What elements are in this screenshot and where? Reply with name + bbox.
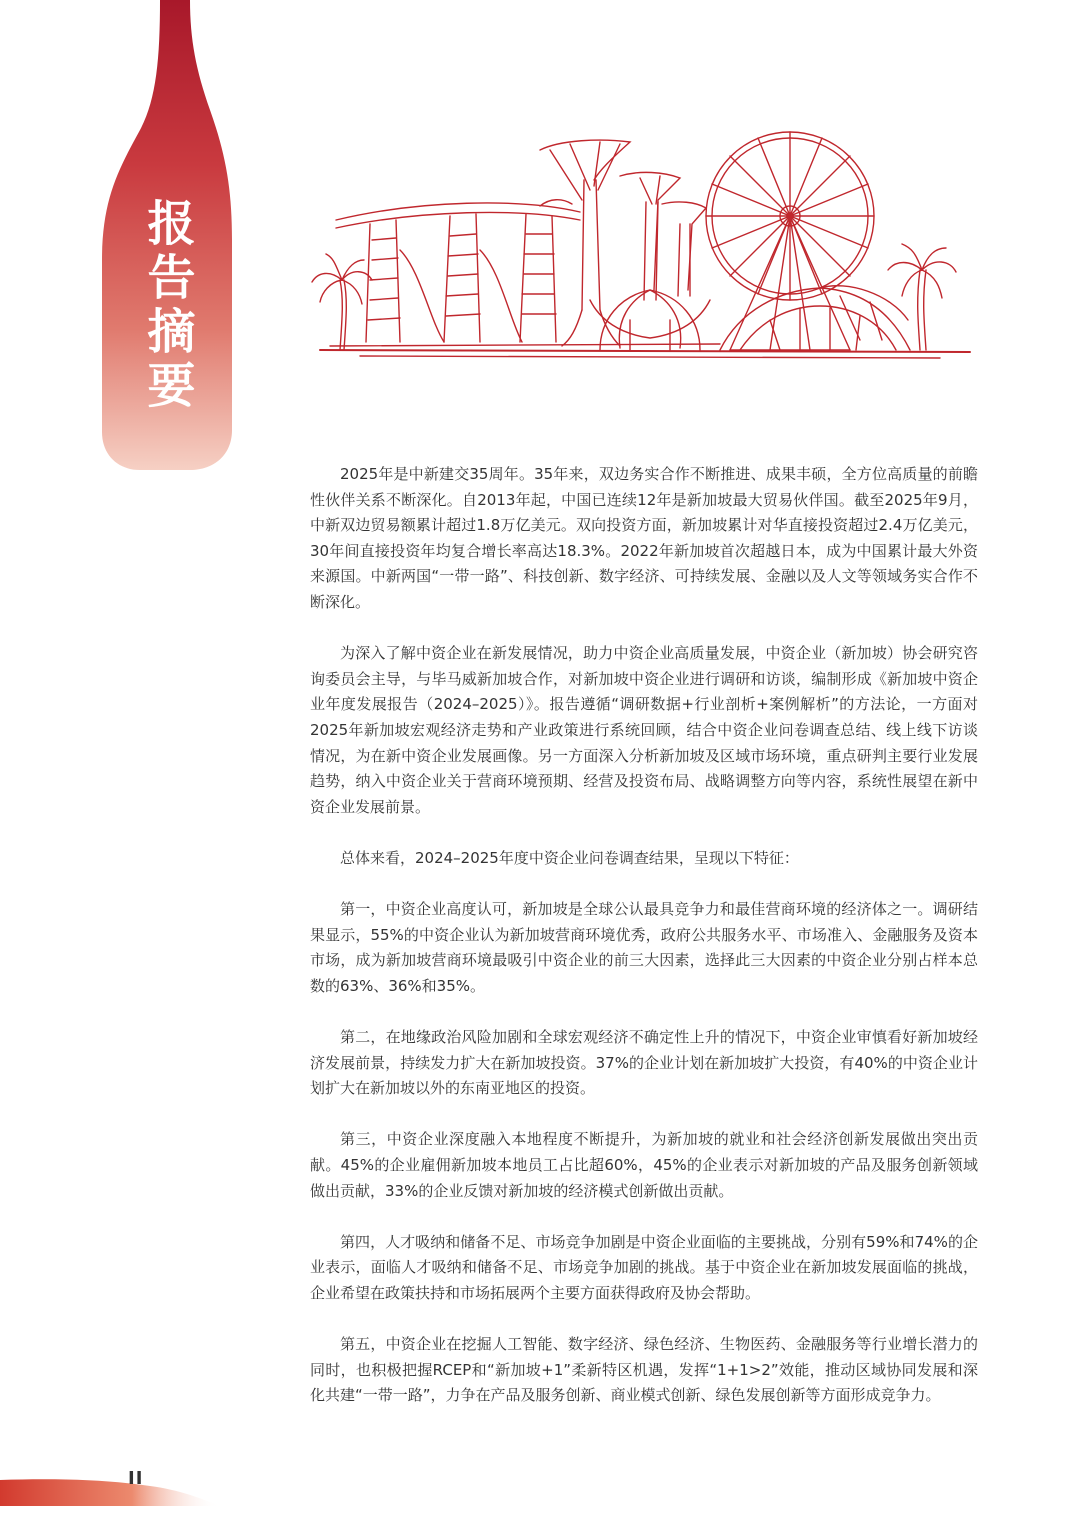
singapore-flyer-icon: [706, 132, 874, 350]
page-number: II: [128, 1468, 144, 1489]
singapore-skyline-illustration: [300, 120, 980, 380]
marina-bay-sands-icon: [336, 200, 580, 342]
gardens-dome-icon: [720, 286, 910, 350]
paragraph-overview: 总体来看，2024–2025年度中资企业问卷调查结果，呈现以下特征：: [340, 848, 799, 867]
section-title: 报告摘要: [139, 198, 195, 414]
supertree-icon: [540, 140, 706, 346]
palm-tree-right-icon: [888, 244, 956, 350]
paragraph-finding-4: 第四，人才吸纳和储备不足、市场竞争加剧是中资企业面临的主要挑战，分别有59%和74%的企业表示，面临人才吸纳和储备不足、市场竞争加剧的挑战。基于中资企业在新加坡发展面临的挑战，企业希望在政策扶持和市场拓展两个主要方面获得政府及协会帮助。: [310, 1232, 978, 1302]
paragraph-intro: 2025年是中新建交35周年。35年来，双边务实合作不断推进、成果丰硕，全方位高质量的前瞻性伙伴关系不断深化。自2013年起，中国已连续12年是新加坡最大贸易伙伴国。截至2025年9月，中新双边贸易额累计超过1.8万亿美元。双向投资方面，新加坡累计对华直接投资超过2.4万亿美元，30年间直接投资年均复合增长率高达18.3%。2022年新加坡首次超越日本，成为中国累计最大外资来源国。中新两国“一带一路”、科技创新、数字经济、可持续发展、金融以及人文等领域务实合作不断深化。: [310, 465, 978, 611]
footer-swoosh-icon: [0, 1472, 220, 1512]
section-title-tab: [0, 0, 260, 480]
paragraph-finding-1: 第一，中资企业高度认可，新加坡是全球公认最具竞争力和最佳营商环境的经济体之一。调研结果显示，55%的中资企业认为新加坡营商环境优秀，政府公共服务水平、市场准入、金融服务及资本市场，成为新加坡营商环境最吸引中资企业的前三大因素，选择此三大因素的中资企业分别占样本总数的63%、36%和35%。: [310, 900, 978, 995]
paragraph-method: 为深入了解中资企业在新发展情况，助力中资企业高质量发展，中资企业（新加坡）协会研究咨询委员会主导，与毕马威新加坡合作，对新加坡中资企业进行调研和访谈，编制形成《新加坡中资企业年度发展报告（2024–2025）》。报告遵循“调研数据+行业剖析+案例解析”的方法论，一方面对2025年新加坡宏观经济走势和产业政策进行系统回顾，结合中资企业问卷调查总结、线上线下访谈情况，为在新中资企业发展画像。另一方面深入分析新加坡及区域市场环境，重点研判主要行业发展趋势，纳入中资企业关于营商环境预期、经营及投资布局、战略调整方向等内容，系统性展望在新中资企业发展前景。: [310, 644, 978, 816]
artscience-museum-icon: [590, 290, 710, 350]
palm-tree-left-icon: [312, 254, 372, 350]
paragraph-finding-3: 第三，中资企业深度融入本地程度不断提升，为新加坡的就业和社会经济创新发展做出突出贡献。45%的企业雇佣新加坡本地员工占比超60%，45%的企业表示对新加坡的产品及服务创新领域做出贡献，33%的企业反馈对新加坡的经济模式创新做出贡献。: [310, 1130, 978, 1200]
summary-body: [310, 462, 978, 1435]
paragraph-finding-5: 第五，中资企业在挖掘人工智能、数字经济、绿色经济、生物医药、金融服务等行业增长潜力的同时，也积极把握RCEP和“新加坡+1”柔新特区机遇，发挥“1+1>2”效能，推动区域协同发展和深化共建“一带一路”，力争在产品及服务创新、商业模式创新、绿色发展创新等方面形成竞争力。: [310, 1335, 978, 1405]
paragraph-finding-2: 第二，在地缘政治风险加剧和全球宏观经济不确定性上升的情况下，中资企业审慎看好新加坡经济发展前景，持续发力扩大在新加坡投资。37%的企业计划在新加坡扩大投资，有40%的中资企业计划扩大在新加坡以外的东南亚地区的投资。: [310, 1028, 978, 1098]
